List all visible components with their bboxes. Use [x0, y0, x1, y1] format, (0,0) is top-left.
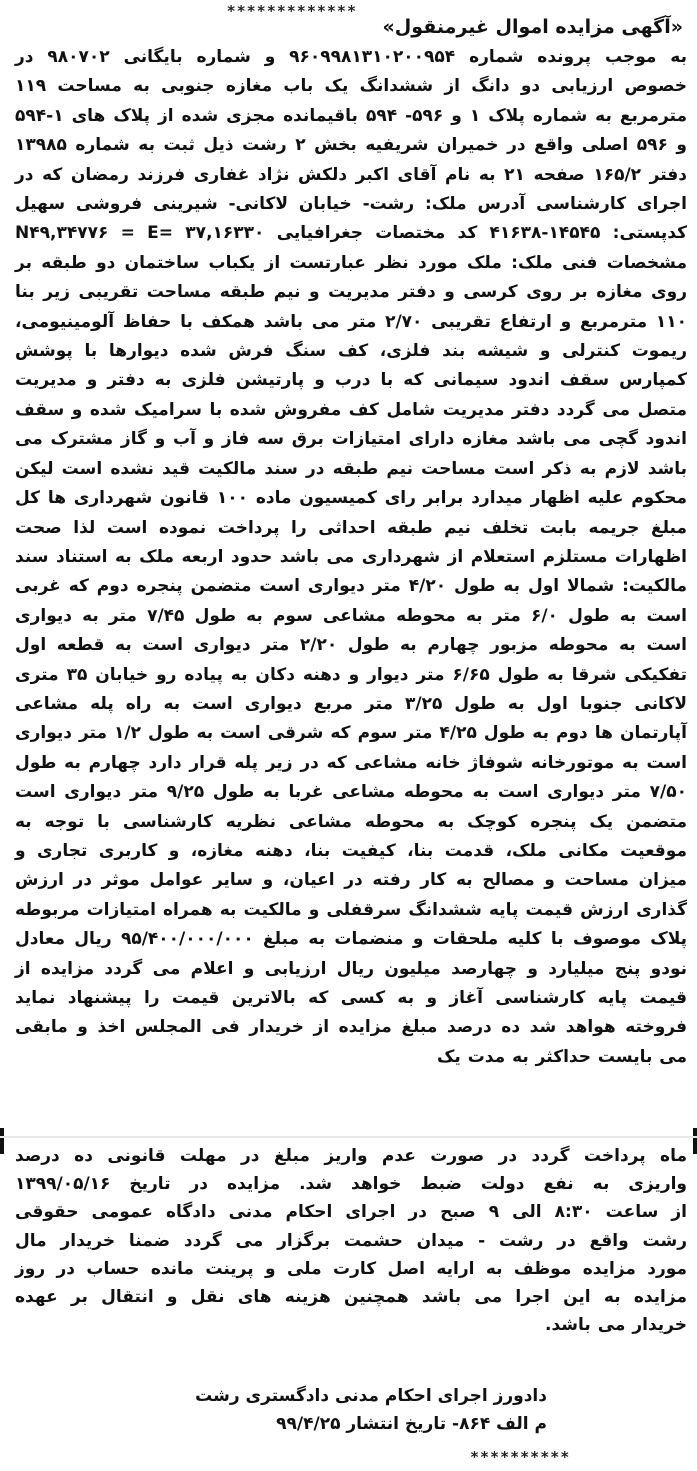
paragraph-2-line: مزایده به این اجرا می باشد همچنین هزینه های نقل و انتقال بر عهده — [15, 1287, 687, 1308]
column-edge-mark-left — [0, 1128, 4, 1154]
paragraph-2-line: از ساعت ۸:۳۰ الی ۹ صبح در اجرای احکام مدنی دادگاه عمومی حقوقی — [15, 1202, 687, 1223]
decorative-stars-top: ************* — [226, 2, 357, 20]
publication-reference: م الف ۸۶۴- تاریخ انتشار ۹۹/۴/۲۵ — [276, 1414, 547, 1434]
decorative-stars-bottom: ********** — [470, 1448, 571, 1466]
signature-office: دادورز اجرای احکام مدنی دادگستری رشت — [195, 1386, 547, 1406]
paragraph-2-line: مورد مزایده موظف به ارایه اصل کارت ملی و پرینت مانده حساب در روز — [15, 1258, 687, 1279]
column-divider — [0, 1136, 697, 1138]
paragraph-2-line: واریزی به نفع دولت ضبط خواهد شد. مزایده در تاریخ ۱۳۹۹/۰۵/۱۶ — [15, 1174, 687, 1195]
paragraph-2-line: خریدار می باشد. — [545, 1315, 687, 1336]
notice-paragraph-2 — [15, 1142, 687, 1339]
paragraph-2-line: رشت واقع در رشت - میدان حشمت برگزار می گردد ضمنا خریدار مال — [15, 1230, 687, 1251]
notice-paragraph-1: به موجب پرونده شماره ۹۶۰۹۹۸۱۳۱۰۲۰۰۹۵۴ و شماره بایگانی ۹۸۰۷۰۲ در خصوص ارزیابی دو دانگ از ششدانگ یک باب مغازه جنوبی به مساحت ۱۱۹ مترمربع به شماره پلاک ۱ و ۵۹۶- ۵۹۴ باقیمانده مجزی شده از پلاک های ۱-۵۹۴ و ۵۹۶ اصلی واقع در خمیران شریفیه بخش ۲ رشت ذیل ثبت به شماره ۱۳۹۸۵ دفتر ۱۶۵/۲ صفحه ۲۱ به نام آقای اکبر دلکش نژاد غفاری فرزند رمضان که در اجرای کارشناسی آدرس ملک: رشت- خیابان لاکانی- شیرینی فروشی سهیل کدپستی: ۱۴۵۴۵-۴۱۶۳۸ کد مختصات جغرافیایی N۴۹,۳۴۷۷۶ = E= ۳۷,۱۶۳۳۰ مشخصات فنی ملک: ملک مورد نظر عبارتست از یکباب ساختمان دو طبقه بر روی مغازه بر روی کرسی و دفتر مدیریت و نیم طبقه مساحت تقریبی زیر بنا ۱۱۰ مترمربع و ارتفاع تقریبی ۲/۷۰ متر می باشد همکف با حفاظ آلومینیومی، ریموت کنترلی و شیشه بند فلزی، کف سنگ فرش شده دیوارها با پوشش کمپارس سقف اندود سیمانی که با درب و پارتیشن فلزی به دفتر و مدیریت متصل می گردد دفتر مدیریت شامل کف مفروش شده با سرامیک شده و سقف اندود گچی می باشد مغازه دارای امتیازات برق سه فاز و آب و گاز مشترک می باشد لازم به ذکر است مساحت نیم طبقه در سند مالکیت قید نشده است لیکن محکوم علیه اظهار میدارد برابر رای کمیسیون ماده ۱۰۰ قانون شهرداری ها کل مبلغ جریمه بابت تخلف نیم طبقه احداثی را پرداخت نموده است لذا صحت اظهارات مستلزم استعلام از شهرداری می باشد حدود اربعه ملک به استناد سند مالکیت: شمالا اول به طول ۴/۲۰ متر دیواری است متضمن پنجره دوم که غربی است به طول ۶/۰ متر به محوطه مشاعی سوم به طول ۷/۴۵ متر به دیواری است به محوطه مزبور چهارم به طول ۲/۲۰ متر دیواری است به قطعه اول تفکیکی شرقا به طول ۶/۶۵ متر دیوار و دهنه دکان به پیاده رو خیابان ۳۵ متری لاکانی جنوبا اول به طول ۳/۲۵ متر مربع دیواری است به راه پله مشاعی آپارتمان ها دوم به طول ۴/۲۵ متر سوم که شرقی است به طول ۱/۲ متر دیواری است به موتورخانه شوفاژ خانه مشاعی که در زیر پله قرار دارد چهارم به طول ۷/۵۰ متر دیواری است به محوطه مشاعی غربا به طول ۹/۲۵ متر دیواری است متضمن یک پنجره کوچک به محوطه مشاعی نظریه کارشناسی با توجه به موقعیت مکانی ملک، قدمت بنا، کیفیت بنا، دهنه مغازه، و کاربری تجاری و میزان مساحت و مصالح به کار رفته در اعیان، و سایر عوامل موثر در ارزش گذاری ارزش قیمت پایه ششدانگ سرقفلی و مالکیت به همراه امتیازات مربوطه پلاک موصوف با کلیه ملحقات و منضمات به مبلغ ۹۵/۴۰۰/۰۰۰/۰۰۰ ریال معادل نودو پنج میلیارد و چهارصد میلیون ریال ارزیابی و اعلام می گردد مزایده از قیمت پایه کارشناسی آغاز و به کسی که بالاترین قیمت را پیشنهاد نماید فروخته هواهد شد ده درصد مبلغ مزایده از خریدار فی المجلس اخذ و مابقی می بایست حداکثر به مدت یک — [15, 47, 688, 1067]
paragraph-2-line: ماه پرداخت گردد در صورت عدم واریز مبلغ در مهلت قانونی ده درصد — [15, 1146, 687, 1166]
notice-title: «آگهی مزایده اموال غیرمنقول» — [382, 16, 683, 38]
column-edge-mark-right — [693, 1128, 697, 1154]
